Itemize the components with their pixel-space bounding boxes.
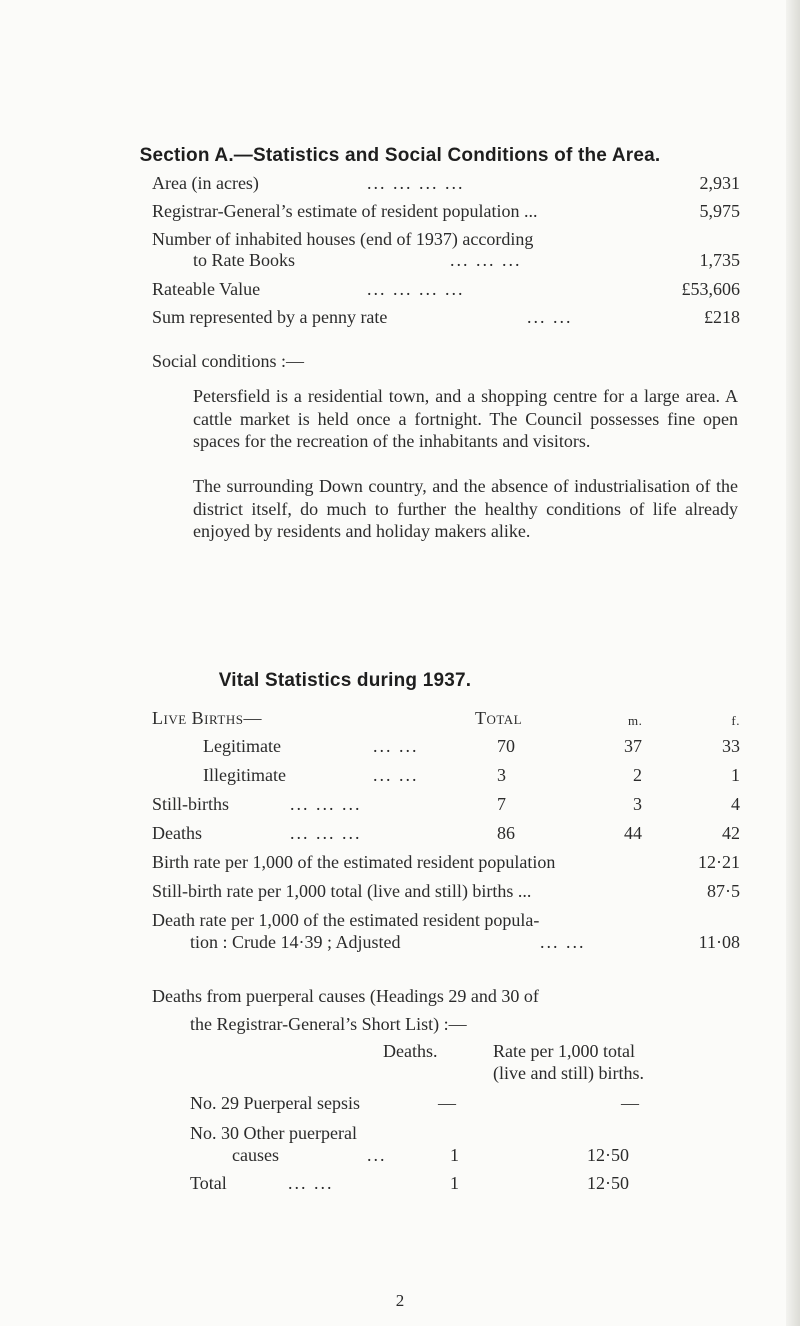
- stillbirth-rate-label: Still-birth rate per 1,000 total (live and still) births ...: [152, 881, 532, 901]
- birth-rate-value: 12·21: [698, 852, 740, 872]
- dot-leader: ...: [367, 1145, 387, 1165]
- dot-leader: ... ... ...: [450, 250, 522, 270]
- puerperal-row-label: Total: [190, 1173, 227, 1193]
- houses-label: Number of inhabited houses (end of 1937) according: [152, 229, 534, 249]
- vital-m: 2: [633, 765, 642, 785]
- vital-m: 3: [633, 794, 642, 814]
- puerperal-intro-cont: the Registrar-General’s Short List) :—: [190, 1014, 467, 1034]
- page-number: 2: [395, 1291, 405, 1310]
- vital-total: 86: [497, 823, 515, 843]
- dot-leader: ... ... ... ...: [367, 279, 465, 299]
- stillbirth-rate-value: 87·5: [707, 881, 740, 901]
- vital-title: Vital Statistics during 1937.: [218, 670, 472, 691]
- col-f: f.: [731, 713, 740, 728]
- rateable-value: £53,606: [681, 279, 740, 299]
- dot-leader: ... ... ... ...: [367, 173, 465, 193]
- col-m: m.: [628, 713, 643, 728]
- vital-total: 3: [497, 765, 506, 785]
- dot-leader: ... ...: [373, 765, 419, 785]
- area-label: Area (in acres): [152, 173, 259, 193]
- dot-leader: ... ... ...: [290, 823, 362, 843]
- social-heading: Social conditions :—: [152, 351, 304, 371]
- houses-label-cont: to Rate Books: [193, 250, 295, 270]
- dot-leader: ... ...: [288, 1173, 334, 1193]
- col-rate: Rate per 1,000 total: [493, 1041, 635, 1061]
- population-label: Registrar-General’s estimate of resident population ...: [152, 201, 538, 221]
- houses-value: 1,735: [699, 250, 740, 270]
- puerperal-row-label: No. 30 Other puerperal: [190, 1123, 357, 1143]
- vital-row-label: Deaths: [152, 823, 202, 843]
- vital-row-label: Illegitimate: [203, 765, 286, 785]
- puerperal-rate: 12·50: [587, 1173, 629, 1193]
- col-rate-cont: (live and still) births.: [493, 1063, 644, 1083]
- vital-m: 44: [624, 823, 642, 843]
- puerperal-rate: 12·50: [587, 1145, 629, 1165]
- puerperal-row-label: No. 29 Puerperal sepsis: [190, 1093, 360, 1113]
- death-rate-value: 11·08: [698, 932, 740, 952]
- live-births-label: Live Births—: [152, 708, 262, 728]
- vital-row-label: Still-births: [152, 794, 230, 814]
- population-value: 5,975: [699, 201, 740, 221]
- puerperal-deaths: 1: [450, 1145, 459, 1165]
- penny-rate-label: Sum represented by a penny rate: [152, 307, 388, 327]
- puerperal-intro: Deaths from puerperal causes (Headings 29 and 30 of: [152, 986, 539, 1006]
- penny-rate-value: £218: [704, 307, 740, 327]
- vital-f: 33: [722, 736, 740, 756]
- section-title: Section A.—Statistics and Social Conditions of the Area.: [139, 145, 661, 166]
- dot-leader: ... ...: [540, 932, 586, 952]
- vital-m: 37: [624, 736, 642, 756]
- social-paragraph-1: Petersfield is a residential town, and a shopping centre for a large area. A cattle market is held once a fortnight. The Council possesses fine open spaces for the recreation of the inhabitants and visitors.: [193, 386, 738, 451]
- puerperal-deaths: —: [438, 1093, 456, 1113]
- vital-f: 42: [722, 823, 740, 843]
- social-paragraph-2: The surrounding Down country, and the absence of industrialisation of the district itself, do much to further the healthy conditions of life already enjoyed by residents and holiday makers alike.: [193, 476, 738, 541]
- death-rate-label-cont: tion : Crude 14·39 ; Adjusted: [190, 932, 401, 952]
- rateable-value-label: Rateable Value: [152, 279, 261, 299]
- death-rate-label: Death rate per 1,000 of the estimated resident popula-: [152, 910, 540, 930]
- area-value: 2,931: [699, 173, 740, 193]
- dot-leader: ... ...: [527, 307, 573, 327]
- vital-total: 7: [497, 794, 506, 814]
- vital-row-label: Legitimate: [203, 736, 281, 756]
- dot-leader: ... ... ...: [290, 794, 362, 814]
- dot-leader: ... ...: [373, 736, 419, 756]
- vital-f: 1: [731, 765, 740, 785]
- puerperal-row-label-cont: causes: [232, 1145, 279, 1165]
- puerperal-rate: —: [621, 1093, 639, 1113]
- puerperal-deaths: 1: [450, 1173, 459, 1193]
- col-total: Total: [475, 708, 523, 728]
- col-deaths: Deaths.: [383, 1041, 438, 1061]
- birth-rate-label: Birth rate per 1,000 of the estimated resident population: [152, 852, 556, 872]
- vital-total: 70: [497, 736, 515, 756]
- vital-f: 4: [731, 794, 740, 814]
- page-edge-shadow: [786, 0, 800, 1326]
